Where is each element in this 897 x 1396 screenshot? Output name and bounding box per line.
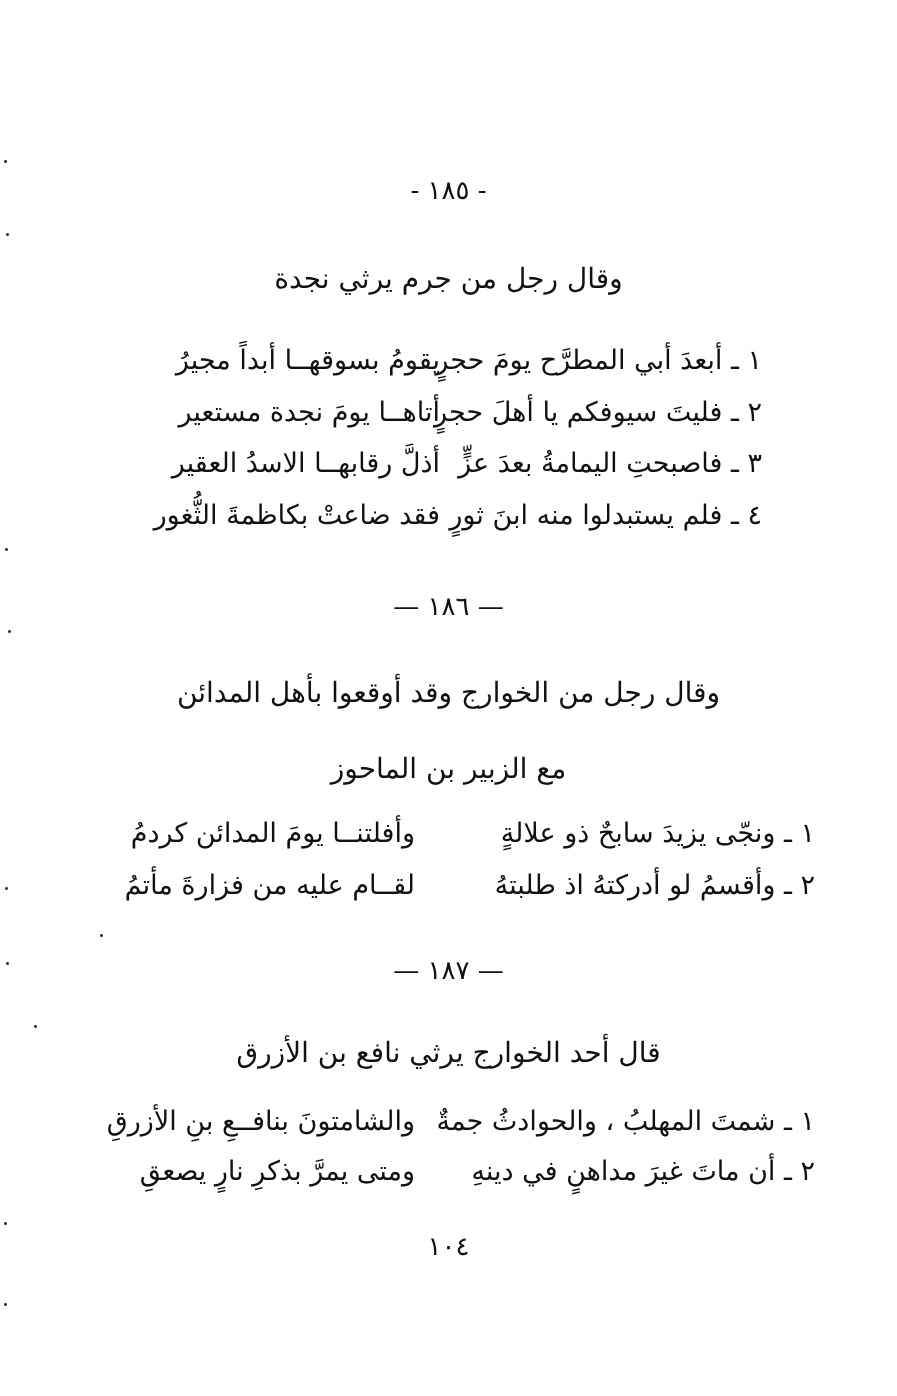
verse-2-first-hemistich: ٢ ـ فليتَ سيوفكم يا أهلَ حجرٍ: [434, 397, 762, 428]
verse-2-second-hemistich: ومتى يمرَّ بذكرِ نارٍ يصعقِ: [139, 1156, 415, 1187]
verse-1-first-hemistich: ١ ـ أبعدَ أبي المطرَّح يومَ حجرٍ: [435, 345, 762, 376]
verse-1-first-hemistich: ١ ـ شمتَ المهلبُ ، والحوادثُ جمةٌ: [436, 1106, 815, 1137]
poem-number-187: — ١٨٧ —: [393, 956, 504, 986]
verse-3-first-hemistich: ٣ ـ فاصبحتِ اليمامةُ بعدَ عزٍّ: [458, 448, 762, 479]
scan-speck: [4, 1303, 7, 1306]
verse-1-second-hemistich: يقومُ بسوقهــا أبداً مجيرُ: [175, 345, 440, 376]
poem-subtitle-186: مع الزبير بن الماحوز: [330, 752, 567, 785]
poem-title-185: وقال رجل من جرم يرثي نجدة: [274, 262, 623, 295]
verse-2-first-hemistich: ٢ ـ وأقسمُ لو أدركتهُ اذ طلبتهُ: [494, 870, 815, 901]
poem-title-187: قال أحد الخوارج يرثي نافع بن الأزرق: [236, 1036, 661, 1069]
scan-speck: [8, 630, 11, 633]
scan-speck: [100, 934, 103, 937]
scan-speck: [4, 1222, 7, 1225]
verse-4-second-hemistich: فقد ضاعتْ بكاظمةَ الثُّغور: [153, 500, 440, 531]
verse-2-second-hemistich: أتاهــا يومَ نجدة مستعير: [178, 397, 440, 428]
verse-4-first-hemistich: ٤ ـ فلم يستبدلوا منه ابنَ ثورٍ: [449, 500, 762, 531]
verse-2-first-hemistich: ٢ ـ أن ماتَ غيرَ مداهنٍ في دينهِ: [471, 1156, 815, 1187]
scan-speck: [4, 160, 7, 163]
scan-speck: [34, 1025, 37, 1028]
verse-1-second-hemistich: وأفلتنــا يومَ المدائن كردمُ: [130, 818, 415, 849]
poem-number-186: — ١٨٦ —: [393, 592, 504, 622]
poem-title-186: وقال رجل من الخوارج وقد أوقعوا بأهل المدائن: [176, 676, 721, 709]
page-number: ١٠٤: [427, 1232, 470, 1262]
scan-speck: [5, 887, 8, 890]
verse-1-second-hemistich: والشامتونَ بنافــعِ بنِ الأزرقِ: [106, 1106, 415, 1137]
scan-speck: [6, 962, 9, 965]
verse-3-second-hemistich: أذلَّ رقابهــا الاسدُ العقير: [171, 448, 440, 479]
poem-number-185: - ١٨٥ -: [410, 176, 487, 206]
scan-speck: [5, 548, 8, 551]
verse-2-second-hemistich: لقــام عليه من فزارةَ مأتمُ: [124, 870, 415, 901]
verse-1-first-hemistich: ١ ـ ونجّى يزيدَ سابحٌ ذو علالةٍ: [500, 818, 815, 849]
scan-speck: [6, 233, 9, 236]
